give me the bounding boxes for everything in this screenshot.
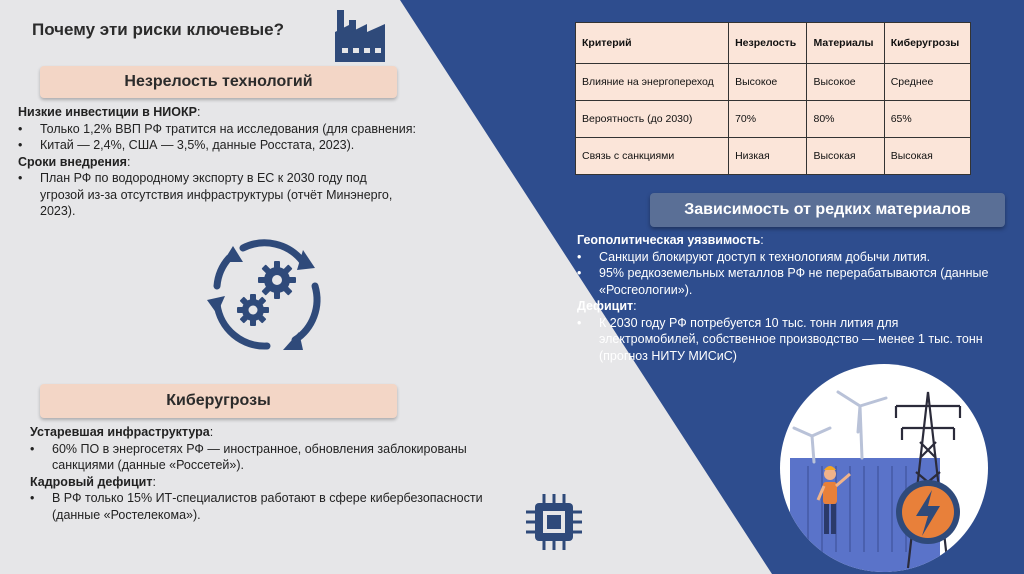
bullet-text: 95% редкоземельных металлов РФ не перерабатываются (данные «Росгеологии»). xyxy=(599,266,989,297)
group-label: Геополитическая уязвимость xyxy=(577,233,761,247)
bullet: • xyxy=(18,171,23,185)
table-cell: Низкая xyxy=(729,138,807,175)
colon: : xyxy=(196,105,201,119)
table-cell: Высокая xyxy=(884,138,970,175)
table-cell: Высокое xyxy=(807,64,884,101)
colon: : xyxy=(209,425,214,439)
bullet-text: План РФ по водородному экспорту в ЕС к 2030 году под угрозой из-за отсутствия инфраструктуры (отчёт Минэнерго, 2023). xyxy=(40,171,393,218)
gears-cycle-icon xyxy=(203,228,331,360)
table-cell: Высокая xyxy=(807,138,884,175)
table-cell: Среднее xyxy=(884,64,970,101)
bullet: • xyxy=(30,491,35,505)
table-header: Материалы xyxy=(807,23,884,64)
list-item xyxy=(18,137,458,154)
section-heading-cyber: Киберугрозы xyxy=(40,384,397,418)
table-cell: 70% xyxy=(729,101,807,138)
bullet-text: В РФ только 15% ИТ-специалистов работают в сфере кибербезопасности (данные «Ростелекома»). xyxy=(52,491,483,522)
tech-text xyxy=(18,104,458,220)
bullet-text: 60% ПО в энергосетях РФ — иностранное, обновления заблокированы санкциями (данные «Россетей»). xyxy=(52,441,467,472)
risk-comparison-table xyxy=(575,22,971,175)
bullet: • xyxy=(18,138,23,152)
bullet-text: Санкции блокируют доступ к технологиям добычи лития. xyxy=(599,249,931,264)
list-item xyxy=(18,170,458,220)
table-cell: Связь с санкциями xyxy=(576,138,729,175)
list-item xyxy=(577,265,1007,298)
page-title: Почему эти риски ключевые? xyxy=(32,20,284,39)
bullet: • xyxy=(30,441,35,456)
bullet-text: Китай — 2,4%, США — 3,5%, данные Росстата, 2023). xyxy=(40,138,355,152)
table-row xyxy=(576,101,971,138)
bullet: • xyxy=(577,315,582,330)
table-row xyxy=(576,138,971,175)
group-label: Низкие инвестиции в НИОКР xyxy=(18,105,197,119)
list-item xyxy=(577,315,1007,365)
colon: : xyxy=(152,474,156,489)
group-label: Сроки внедрения xyxy=(18,154,127,169)
bullet: • xyxy=(577,249,582,264)
table-cell: Высокое xyxy=(729,64,807,101)
table-cell: Вероятность (до 2030) xyxy=(576,101,729,138)
list-item xyxy=(577,249,1007,266)
table-row xyxy=(576,64,971,101)
colon: : xyxy=(760,233,764,247)
group-label: Дефицит xyxy=(577,299,634,313)
energy-illustration xyxy=(778,362,990,574)
list-item xyxy=(18,121,458,138)
cyber-text xyxy=(30,424,520,523)
table-header-row xyxy=(576,23,971,64)
table-cell: 65% xyxy=(884,101,970,138)
colon: : xyxy=(633,299,637,313)
table-header: Незрелость xyxy=(729,23,807,64)
list-item xyxy=(30,490,520,523)
table-cell: 80% xyxy=(807,101,884,138)
chip-icon xyxy=(522,490,586,554)
table-cell: Влияние на энергопереход xyxy=(576,64,729,101)
group-label: Устаревшая инфраструктура xyxy=(30,425,210,439)
bullet: • xyxy=(577,266,582,280)
section-heading-materials: Зависимость от редких материалов xyxy=(650,193,1005,227)
section-heading-tech: Незрелость технологий xyxy=(40,66,397,98)
bullet-text: Только 1,2% ВВП РФ тратится на исследования (для сравнения: xyxy=(40,121,416,136)
table-header: Киберугрозы xyxy=(884,23,970,64)
bullet: • xyxy=(18,121,23,136)
list-item xyxy=(30,441,520,474)
bullet-text: К 2030 году РФ потребуется 10 тыс. тонн лития для электромобилей, собственное производство — менее 1 тыс. тонн (прогноз НИТУ МИСиС) xyxy=(599,315,983,363)
factory-icon xyxy=(333,4,389,62)
materials-text xyxy=(577,232,1007,364)
colon: : xyxy=(126,154,131,169)
group-label: Кадровый дефицит xyxy=(30,474,153,489)
table-header: Критерий xyxy=(576,23,729,64)
